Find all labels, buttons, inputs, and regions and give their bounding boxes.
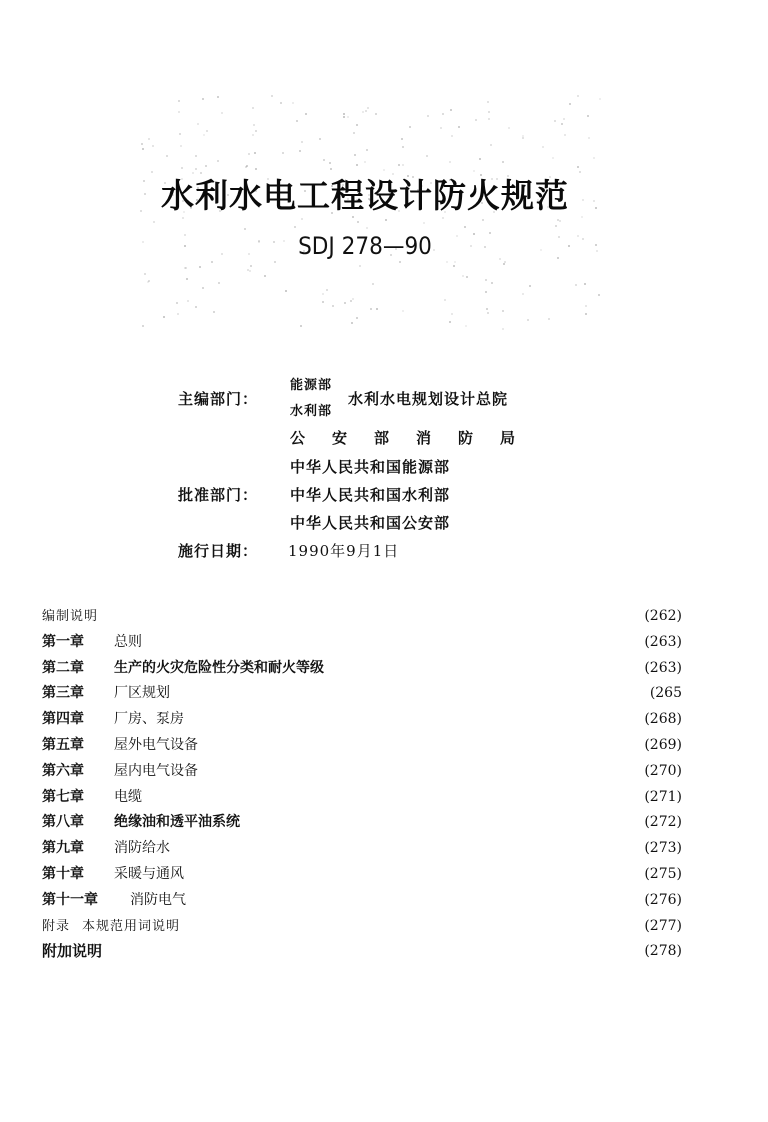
- toc-chapter: 附录: [42, 918, 71, 934]
- toc-page-number: (270): [644, 762, 682, 779]
- toc-chapter: 第七章: [42, 788, 84, 805]
- toc-row[interactable]: [42, 681, 682, 707]
- toc-page-number: (273): [644, 840, 682, 857]
- editor-label: 主编部门：: [178, 390, 259, 408]
- toc-page-number: (263): [644, 659, 682, 676]
- toc-entry-name: 总则: [114, 633, 142, 650]
- toc-chapter: 第四章: [42, 711, 84, 728]
- document-code: SDJ 278—90: [298, 232, 432, 260]
- toc-page-number: (263): [644, 633, 682, 650]
- toc-entry-name: 采暖与通风: [114, 865, 184, 882]
- toc-entry-name: 附加说明: [42, 942, 103, 961]
- toc-row[interactable]: [42, 862, 682, 888]
- toc-page-number: (265: [649, 685, 682, 702]
- toc-page-number: (278): [644, 943, 682, 960]
- toc-row[interactable]: [42, 656, 682, 682]
- toc-page-number: (268): [644, 711, 682, 728]
- toc-chapter: 第五章: [42, 736, 84, 753]
- toc-entry-name: 本规范用词说明: [82, 918, 181, 934]
- toc-entry-name: 电缆: [114, 788, 142, 805]
- toc-chapter: 第二章: [42, 659, 84, 676]
- toc-entry-name: 消防电气: [130, 891, 186, 908]
- toc-row[interactable]: [42, 785, 682, 811]
- toc-row[interactable]: [42, 914, 682, 940]
- toc-row[interactable]: [42, 836, 682, 862]
- toc-chapter: 第十一章: [42, 891, 98, 908]
- toc-entry-name: 屋外电气设备: [114, 736, 198, 753]
- toc-entry-name: 编制说明: [42, 609, 99, 624]
- editor-dept-a: 能源部: [290, 378, 333, 393]
- toc-entry-name: 生产的火灾危险性分类和耐火等级: [114, 659, 324, 676]
- editor-dept-2: 公安部消防局: [290, 429, 543, 447]
- toc-chapter: 第三章: [42, 685, 84, 702]
- editor-dept-b: 水利部: [290, 404, 333, 419]
- toc-entry-name: 厂区规划: [114, 685, 170, 702]
- approver-2: 中华人民共和国水利部: [290, 486, 451, 504]
- toc-chapter: 第十章: [42, 865, 84, 882]
- toc-page-number: (276): [644, 891, 682, 908]
- toc-entry-name: 屋内电气设备: [114, 762, 198, 779]
- toc-row[interactable]: [42, 630, 682, 656]
- approver-3: 中华人民共和国公安部: [290, 514, 451, 532]
- toc-entry-name: 消防给水: [114, 840, 170, 857]
- toc-page-number: (277): [644, 917, 682, 934]
- toc-chapter: 第一章: [42, 633, 84, 650]
- toc-chapter: 第九章: [42, 840, 84, 857]
- toc-page-number: (275): [644, 865, 682, 882]
- toc-page-number: (262): [644, 608, 682, 624]
- toc-row[interactable]: [42, 707, 682, 733]
- toc-row[interactable]: [42, 733, 682, 759]
- toc-row[interactable]: [42, 604, 682, 630]
- toc-row[interactable]: [42, 888, 682, 914]
- effective-date: 1990年9月1日: [288, 542, 400, 560]
- editor-dept-suffix: 水利水电规划设计总院: [348, 390, 509, 408]
- toc-row[interactable]: [42, 939, 682, 965]
- toc-entry-name: 厂房、泵房: [114, 711, 184, 728]
- effective-label: 施行日期：: [178, 542, 259, 560]
- toc-chapter: 第八章: [42, 814, 84, 831]
- toc-entry-name: 绝缘油和透平油系统: [114, 814, 240, 831]
- toc-chapter: 第六章: [42, 762, 84, 779]
- toc-page-number: (269): [644, 736, 682, 753]
- toc-row[interactable]: [42, 759, 682, 785]
- document-title: 水利水电工程设计防火规范: [161, 176, 569, 215]
- toc-page-number: (271): [644, 788, 682, 805]
- approver-label: 批准部门：: [178, 486, 259, 504]
- table-of-contents: [42, 604, 682, 965]
- approver-1: 中华人民共和国能源部: [290, 458, 451, 476]
- toc-page-number: (272): [644, 814, 682, 831]
- toc-row[interactable]: [42, 810, 682, 836]
